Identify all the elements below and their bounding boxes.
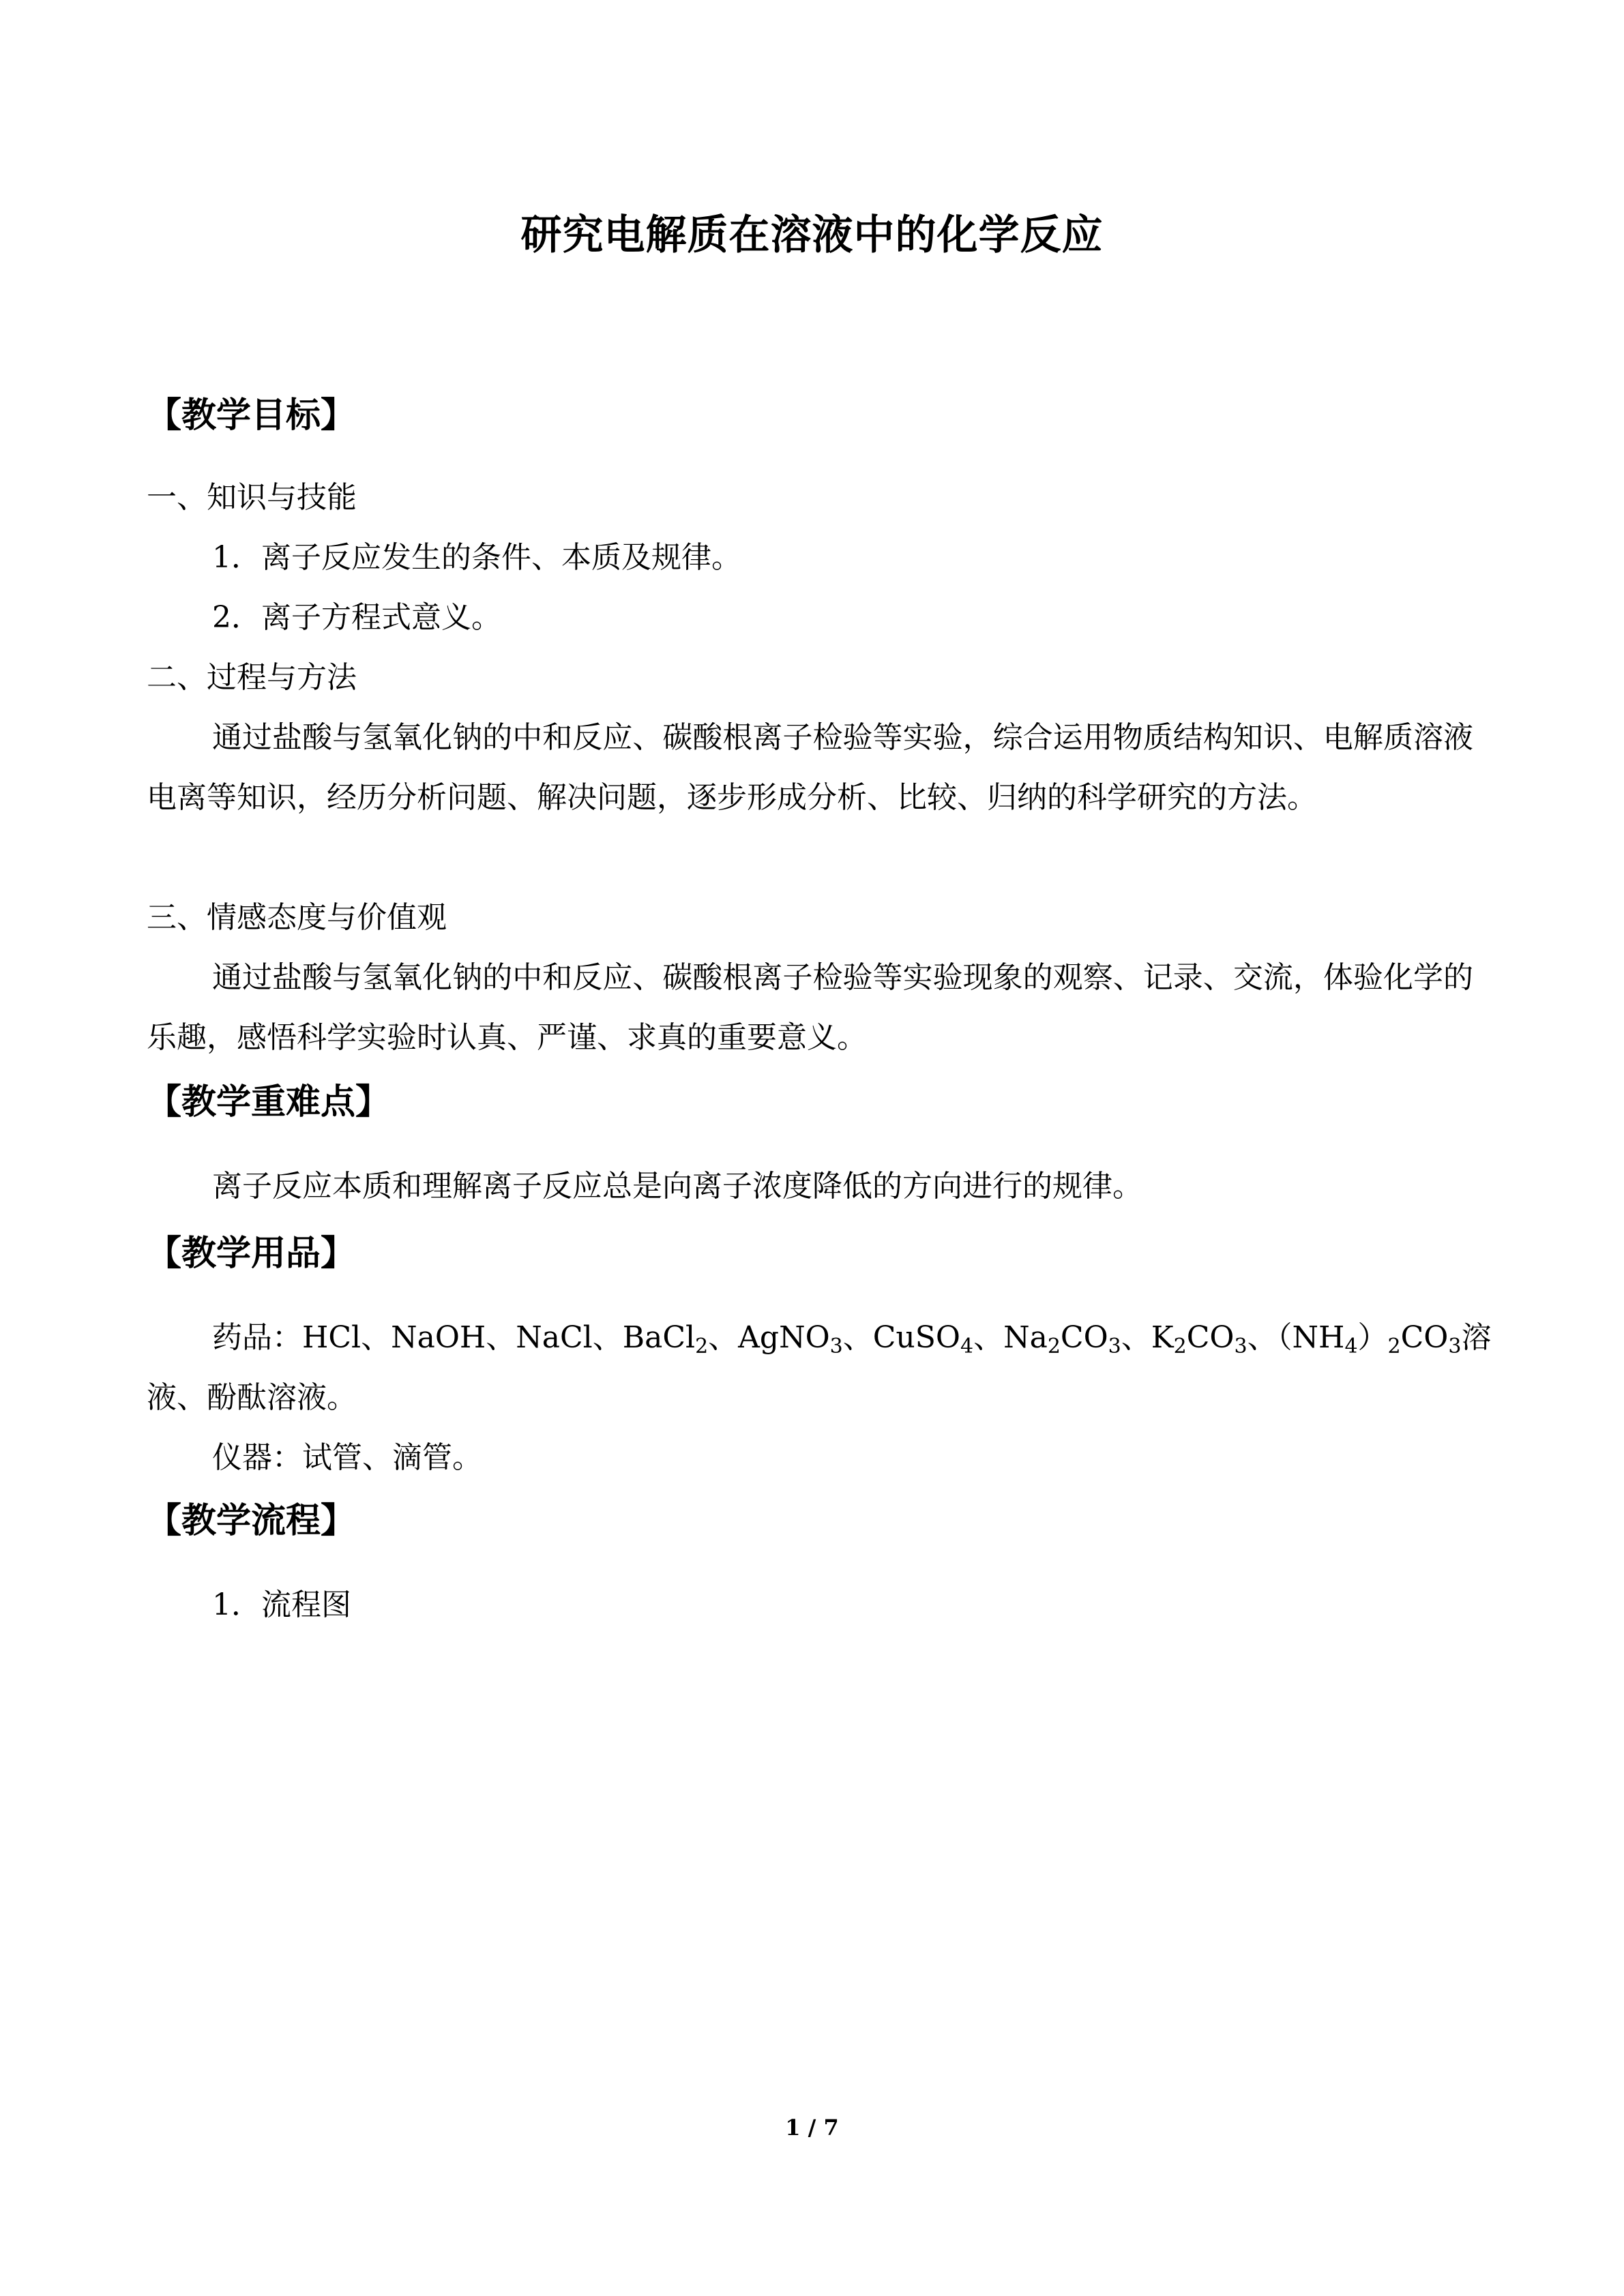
page-title: 研究电解质在溶液中的化学反应 bbox=[520, 211, 1104, 259]
subsection-title-knowledge: 一、知识与技能 bbox=[147, 480, 357, 515]
section-heading-materials: 【教学用品】 bbox=[147, 1234, 356, 1274]
materials-drugs-line-2: 液、酚酞溶液。 bbox=[147, 1380, 357, 1415]
section-heading-flow: 【教学流程】 bbox=[147, 1501, 356, 1541]
materials-drugs-line: 药品：HCl、NaOH、NaCl、BaCl$_2$、AgNO$_3$、CuSO$_4$、$Na_2CO_3$、$K_2CO_3$、$(NH_4)_2CO_3$溶 bbox=[212, 1320, 1492, 1358]
paragraph-emotion: 通过盐酸与氢氧化钠的中和反应、碳酸根离子检验等实验现象的观察、记录、交流，体验化学的乐趣，感悟科学实验时认真、严谨、求真的重要意义。 bbox=[147, 960, 1473, 1055]
list-item: 2．离子方程式意义。 bbox=[212, 600, 501, 635]
paragraph-process: 通过盐酸与氢氧化钠的中和反应、碳酸根离子检验等实验，综合运用物质结构知识、电解质溶液电离等知识，经历分析问题、解决问题，逐步形成分析、比较、归纳的科学研究的方法。 bbox=[147, 720, 1473, 815]
paragraph-key-points: 离子反应本质和理解离子反应总是向离子浓度降低的方向进行的规律。 bbox=[212, 1169, 1142, 1204]
section-heading-key-points: 【教学重难点】 bbox=[147, 1082, 391, 1122]
materials-instruments: 仪器：试管、滴管。 bbox=[212, 1440, 482, 1475]
section-heading-objectives: 【教学目标】 bbox=[147, 396, 356, 436]
subsection-title-emotion: 三、情感态度与价值观 bbox=[147, 900, 447, 935]
page-number: 1 / 7 bbox=[785, 2115, 839, 2141]
list-item: 1．离子反应发生的条件、本质及规律。 bbox=[212, 540, 741, 575]
subsection-title-process: 二、过程与方法 bbox=[147, 660, 357, 695]
list-item: 1．流程图 bbox=[212, 1587, 351, 1622]
